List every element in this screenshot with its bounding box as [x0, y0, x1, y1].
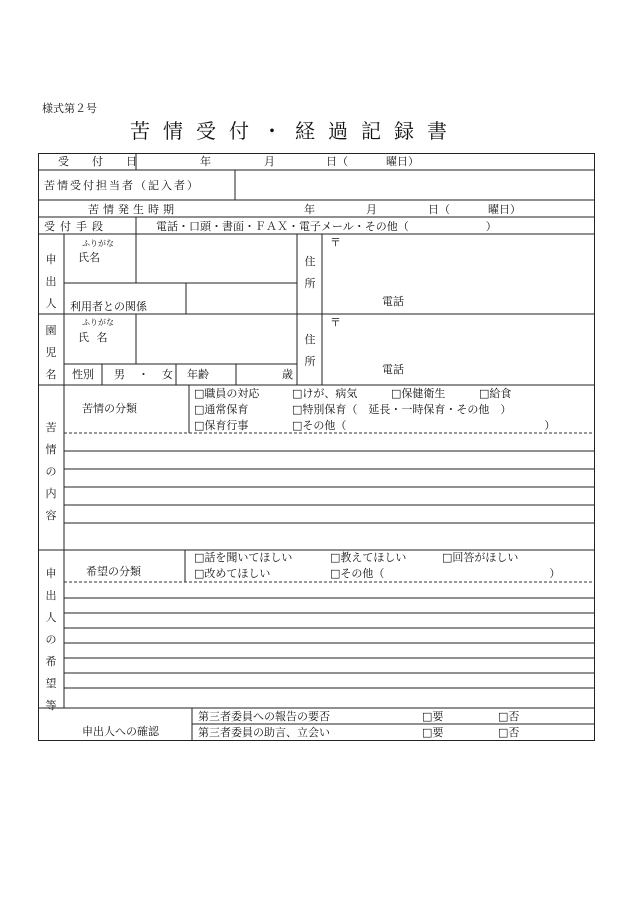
child-name-input[interactable] [140, 317, 292, 361]
occurrence-label: 苦情発生時期 [88, 203, 178, 216]
confirm-report-item: 第三者委員への報告の要否 [198, 710, 330, 723]
reception-date-input[interactable] [140, 154, 290, 169]
complaint-category-label: 苦情の分類 [82, 402, 137, 415]
checkbox-regular-care[interactable]: □通常保育 [194, 403, 249, 416]
wish-details-input[interactable] [68, 585, 590, 705]
occurrence-year-label: 年 [304, 203, 315, 216]
occurrence-day-label: 日（ [428, 203, 450, 216]
staff-input[interactable] [238, 173, 588, 197]
confirm-label: 申出人への確認 [82, 725, 159, 738]
child-gender-male[interactable]: 男 [114, 368, 125, 381]
checkbox-want-listening[interactable]: □話を聞いてほしい [194, 551, 293, 564]
page-title: 苦情受付・経過記録書 [130, 119, 460, 143]
staff-label: 苦情受付担当者（記入者） [44, 179, 200, 192]
child-age-input[interactable] [240, 367, 278, 383]
occurrence-weekday-label: 曜日） [488, 203, 521, 216]
wish-category-label: 希望の分類 [86, 565, 141, 578]
child-phone-label: 電話 [382, 363, 404, 376]
child-furigana-label: ふりがな [82, 318, 114, 327]
applicant-postal-mark: 〒 [330, 236, 341, 249]
checkbox-health-hygiene[interactable]: □保健衛生 [391, 387, 446, 400]
checkbox-special-care[interactable]: □特別保育（ 延長・一時保育・その他 ） [292, 403, 512, 416]
checkbox-want-correction[interactable]: □改めてほしい [194, 567, 271, 580]
child-section-label: 園 児 名 [45, 324, 57, 381]
reception-month-label: 月 [264, 155, 275, 168]
form-number: 様式第２号 [42, 102, 97, 115]
child-postal-mark: 〒 [330, 316, 341, 329]
reception-year-label: 年 [200, 155, 211, 168]
checkbox-wish-other[interactable]: □その他（ ） [330, 567, 561, 580]
checkbox-injury-illness[interactable]: □けが、病気 [292, 387, 358, 400]
applicant-name-input[interactable] [140, 237, 292, 281]
reception-day-label: 日（ [326, 155, 348, 168]
applicant-relation-input[interactable] [190, 286, 294, 312]
child-gender-separator: ・ [138, 368, 149, 381]
applicant-address-label: 住 所 [304, 255, 316, 290]
checkbox-childcare-events[interactable]: □保育行事 [194, 419, 249, 432]
reception-weekday-label: 曜日） [386, 155, 419, 168]
checkbox-want-answer[interactable]: □回答がほしい [442, 551, 519, 564]
complaint-section-label: 苦 情 の 内 容 [45, 421, 57, 522]
checkbox-complaint-other[interactable]: □その他（ ） [292, 419, 556, 432]
child-gender-female[interactable]: 女 [162, 368, 173, 381]
applicant-name-label: 氏名 [78, 251, 100, 264]
checkbox-report-not-required[interactable]: □否 [498, 710, 520, 723]
reception-date-label: 受 付 日 [58, 155, 143, 168]
applicant-phone-label: 電話 [382, 295, 404, 308]
checkbox-school-meals[interactable]: □給食 [479, 387, 512, 400]
method-options: 電話・口頭・書面・ＦＡＸ・電子メール・その他（ ） [156, 220, 497, 233]
confirm-advice-item: 第三者委員の助言、立会い [198, 726, 330, 739]
child-age-label: 年齢 [187, 368, 209, 381]
checkbox-advice-required[interactable]: □要 [422, 726, 444, 739]
checkbox-report-required[interactable]: □要 [422, 710, 444, 723]
applicant-furigana-label: ふりがな [82, 239, 114, 248]
checkbox-advice-not-required[interactable]: □否 [498, 726, 520, 739]
checkbox-want-explanation[interactable]: □教えてほしい [330, 551, 407, 564]
wish-section-label: 申 出 人 の 希 望 等 [45, 567, 57, 712]
child-gender-label: 性別 [72, 368, 94, 381]
complaint-form-table [38, 153, 595, 741]
method-label: 受付手段 [44, 220, 108, 233]
occurrence-month-label: 月 [366, 203, 377, 216]
applicant-relation-label: 利用者との関係 [70, 300, 147, 313]
checkbox-staff-response[interactable]: □職員の対応 [194, 387, 260, 400]
child-address-label: 住 所 [304, 333, 316, 368]
child-name-label: 氏 名 [78, 331, 110, 344]
applicant-section-label: 申 出 人 [45, 253, 57, 310]
complaint-details-input[interactable] [68, 436, 590, 546]
child-age-unit: 歳 [282, 368, 293, 381]
